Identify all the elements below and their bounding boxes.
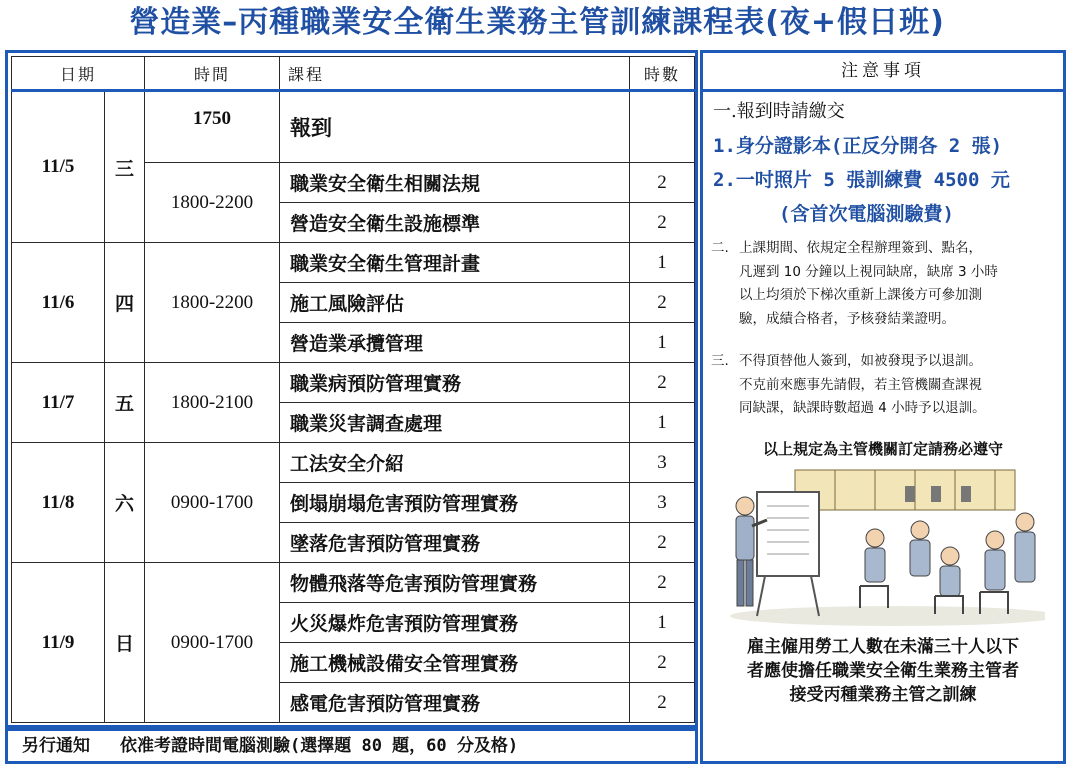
hours-cell: 3 (630, 483, 695, 523)
course-cell: 感電危害預防管理實務 (280, 683, 630, 723)
course-cell: 倒塌崩塌危害預防管理實務 (280, 483, 630, 523)
time-cell: 1750 (145, 91, 280, 163)
course-cell: 職業病預防管理實務 (280, 363, 630, 403)
weekday-cell: 五 (105, 363, 145, 443)
date-cell: 11/5 (12, 91, 105, 243)
course-cell: 施工風險評估 (280, 283, 630, 323)
footer-line: 接受丙種業務主管之訓練 (789, 685, 977, 705)
note-1-line-2: 2.一吋照片 5 張訓練費 4500 元 (713, 169, 1010, 191)
note-2-line: 凡遲到 10 分鐘以上視同缺席，缺席 3 小時 (739, 263, 998, 280)
note-3-number: 三. (711, 353, 729, 369)
hours-cell: 2 (630, 363, 695, 403)
hours-cell: 1 (630, 403, 695, 443)
rule-statement: 以上規定為主管機關訂定請務必遵守 (762, 440, 1003, 458)
time-cell: 1800-2100 (145, 363, 280, 443)
footer-line: 雇主僱用勞工人數在未滿三十人以下 (747, 637, 1019, 657)
course-cell: 職業災害調查處理 (280, 403, 630, 443)
table-row (12, 91, 695, 163)
hours-cell: 2 (630, 163, 695, 203)
course-cell: 施工機械設備安全管理實務 (280, 643, 630, 683)
hours-cell (630, 91, 695, 163)
notice-text: 依准考證時間電腦測驗(選擇題 80 題，60 分及格) (120, 736, 519, 756)
note-3-line: 不克前來應事先請假，若主管機關查課視 (739, 376, 982, 393)
time-cell: 1800-2200 (145, 163, 280, 243)
hours-cell: 2 (630, 283, 695, 323)
course-cell: 墜落危害預防管理實務 (280, 523, 630, 563)
table-header-row (12, 57, 695, 91)
note-2-line: 上課期間、依規定全程辦理簽到、點名， (739, 240, 982, 256)
hours-cell: 2 (630, 523, 695, 563)
date-cell: 11/6 (12, 243, 105, 363)
course-cell: 職業安全衛生管理計畫 (280, 243, 630, 283)
weekday-cell: 四 (105, 243, 145, 363)
hours-cell: 2 (630, 643, 695, 683)
footer-line: 者應使擔任職業安全衛生業務主管者 (747, 661, 1019, 681)
hours-cell: 2 (630, 203, 695, 243)
hours-cell: 1 (630, 243, 695, 283)
note-3-line: 不得頂替他人簽到，如被發現予以退訓。 (739, 353, 982, 369)
header-time: 時間 (145, 57, 280, 91)
note-2-line: 驗，成績合格者，予核發結業證明。 (739, 310, 955, 327)
weekday-cell: 三 (105, 91, 145, 243)
header-hours: 時數 (630, 57, 695, 91)
note-1-line-1: 1.身分證影本(正反分開各 2 張) (713, 135, 1003, 157)
header-course: 課程 (280, 57, 630, 91)
note-2-line: 以上均須於下梯次重新上課後方可參加測 (739, 287, 982, 303)
course-cell: 職業安全衛生相關法規 (280, 163, 630, 203)
hours-cell: 2 (630, 683, 695, 723)
course-cell: 工法安全介紹 (280, 443, 630, 483)
footer-note (703, 635, 1063, 707)
table-row (12, 443, 695, 483)
notes-panel (700, 50, 1066, 764)
hours-cell: 2 (630, 563, 695, 603)
weekday-cell: 六 (105, 443, 145, 563)
schedule-table (11, 56, 695, 723)
classroom-illustration (725, 466, 1045, 626)
date-cell: 11/7 (12, 363, 105, 443)
course-cell: 營造業承攬管理 (280, 323, 630, 363)
note-2-number: 二. (711, 240, 729, 256)
table-row (12, 563, 695, 603)
note-2 (711, 237, 1061, 331)
notice-label: 另行通知 (22, 736, 90, 756)
time-cell: 0900-1700 (145, 563, 280, 723)
course-cell: 報到 (280, 91, 630, 163)
weekday-cell: 日 (105, 563, 145, 723)
note-1-title: 一.報到時請繳交 (713, 101, 845, 122)
hours-cell: 3 (630, 443, 695, 483)
note-3 (711, 350, 1061, 421)
course-cell: 營造安全衛生設施標準 (280, 203, 630, 243)
exam-notice (5, 728, 698, 764)
notes-heading: 注意事項 (703, 53, 1063, 92)
page-title: 營造業–丙種職業安全衛生業務主管訓練課程表(夜+假日班) (129, 5, 945, 40)
time-cell: 1800-2200 (145, 243, 280, 363)
table-row (12, 243, 695, 283)
note-3-line: 同缺課，缺課時數超過 4 小時予以退訓。 (739, 400, 986, 416)
note-1-line-3: (含首次電腦測驗費) (779, 203, 954, 225)
date-cell: 11/8 (12, 443, 105, 563)
date-cell: 11/9 (12, 563, 105, 723)
course-cell: 物體飛落等危害預防管理實務 (280, 563, 630, 603)
time-cell: 0900-1700 (145, 443, 280, 563)
hours-cell: 1 (630, 603, 695, 643)
header-date: 日期 (12, 57, 145, 91)
course-cell: 火災爆炸危害預防管理實務 (280, 603, 630, 643)
table-row (12, 363, 695, 403)
hours-cell: 1 (630, 323, 695, 363)
